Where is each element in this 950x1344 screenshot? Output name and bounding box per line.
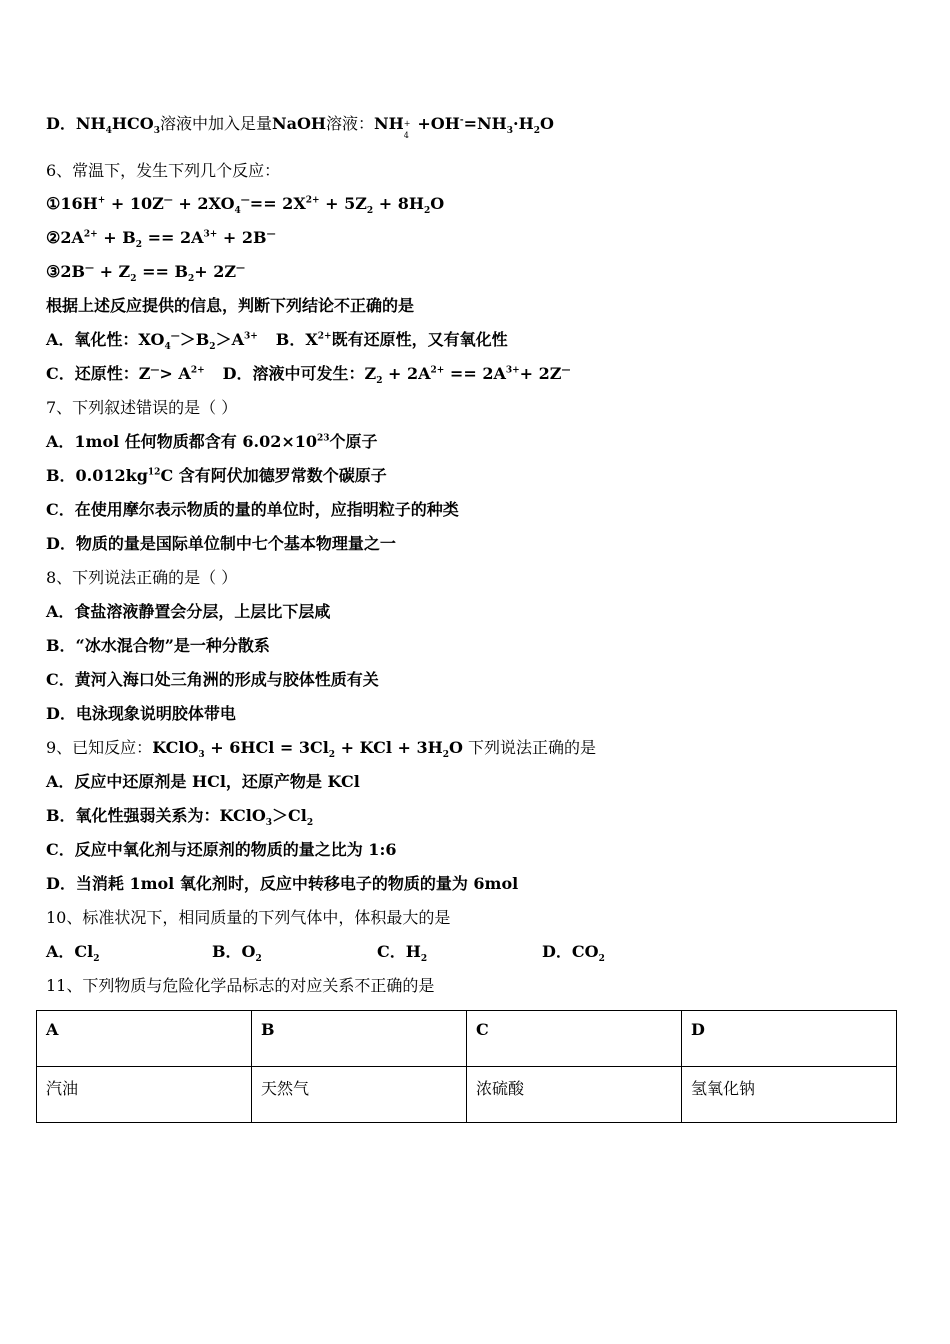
table-header-c: C [467, 1011, 682, 1067]
q8-option-d: D．电泳现象说明胶体带电 [46, 704, 236, 723]
q6-reaction-2: $②2A^{2+} + B_2 == 2A^{3+} + 2B^—$ [46, 228, 276, 251]
q11-stem: 11、下列物质与危险化学品标志的对应关系不正确的是 [46, 976, 435, 995]
q10-option-a: A．$Cl_2$ [46, 942, 100, 965]
q6-options-ab: A．氧化性：$XO_4^—>B_2>A^{3+}$ B．$X^{2+}$既有还原性，又有氧化性 [46, 330, 508, 353]
q10-option-d: D．$CO_2$ [542, 942, 605, 965]
table-cell-b: 天然气 [252, 1067, 467, 1123]
q5-option-d: D．$NH_4HCO_3$溶液中加入足量NaOH溶液：NH + 4 $+OH^-=NH_3\cdot H_2O$ [46, 114, 554, 140]
q7-option-c: C．在使用摩尔表示物质的量的单位时，应指明粒子的种类 [46, 500, 459, 519]
q6-reaction-3: ③2B— + $Z_2 == B_2+ 2Z^—$ [46, 262, 246, 285]
q6-reaction-1: ①16H+ + $10Z^— + 2XO_4^—== 2X^{2+} + 5Z_2 + 8H_2O$ [46, 194, 445, 217]
table-cell-d: 氢氧化钠 [682, 1067, 897, 1123]
table-row [37, 1067, 897, 1123]
q7-stem: 7、下列叙述错误的是（ ） [46, 398, 238, 417]
q9-option-d: D．当消耗 1mol 氧化剂时，反应中转移电子的物质的量为 6mol [46, 874, 519, 893]
q10-option-c: C．$H_2$ [377, 942, 428, 965]
table-cell-c: 浓硫酸 [467, 1067, 682, 1123]
q7-option-a: A．1mol 任何物质都含有 $6.02\times 10^{23}$个原子 [46, 432, 378, 451]
q8-option-c: C．黄河入海口处三角洲的形成与胶体性质有关 [46, 670, 379, 689]
q9-option-b: B．氧化性强弱关系为：$KClO_3>Cl_2$ [46, 806, 314, 829]
q11-table [36, 1010, 897, 1123]
table-cell-a: 汽油 [37, 1067, 252, 1123]
q9-stem: 9、已知反应：KClO$_3$ + $6HCl = 3Cl_2$ + KCl + $3H_2O$ 下列说法正确的是 [46, 738, 596, 761]
q7-option-d: D．物质的量是国际单位制中七个基本物理量之一 [46, 534, 396, 553]
table-header-b: B [252, 1011, 467, 1067]
q10-stem: 10、标准状况下，相同质量的下列气体中，体积最大的是 [46, 908, 451, 927]
q9-option-a: A．反应中还原剂是 HCl，还原产物是 KCl [46, 772, 360, 791]
q7-option-b: B．$0.012kg^{12}C$ 含有阿伏加德罗常数个碳原子 [46, 466, 387, 485]
table-header-row [37, 1011, 897, 1067]
q6-options-cd: C．还原性：$Z^—> A^{2+}$ D．溶液中可发生：$Z_2 + 2A^{2+} == 2A^{3+}+ 2Z^—$ [46, 364, 571, 387]
q8-option-b: B．“冰水混合物”是一种分散系 [46, 636, 270, 655]
q10-option-b: B．$O_2$ [212, 942, 262, 965]
q6-prompt: 根据上述反应提供的信息，判断下列结论不正确的是 [46, 296, 415, 315]
table-header-d: D [682, 1011, 897, 1067]
q10-options [46, 941, 746, 963]
table-header-a: A [37, 1011, 252, 1067]
q6-stem: 6、常温下，发生下列几个反应： [46, 161, 281, 180]
q8-option-a: A．食盐溶液静置会分层，上层比下层咸 [46, 602, 331, 621]
q8-stem: 8、下列说法正确的是（ ） [46, 568, 238, 587]
q9-option-c: C．反应中氧化剂与还原剂的物质的量之比为 1:6 [46, 840, 397, 859]
